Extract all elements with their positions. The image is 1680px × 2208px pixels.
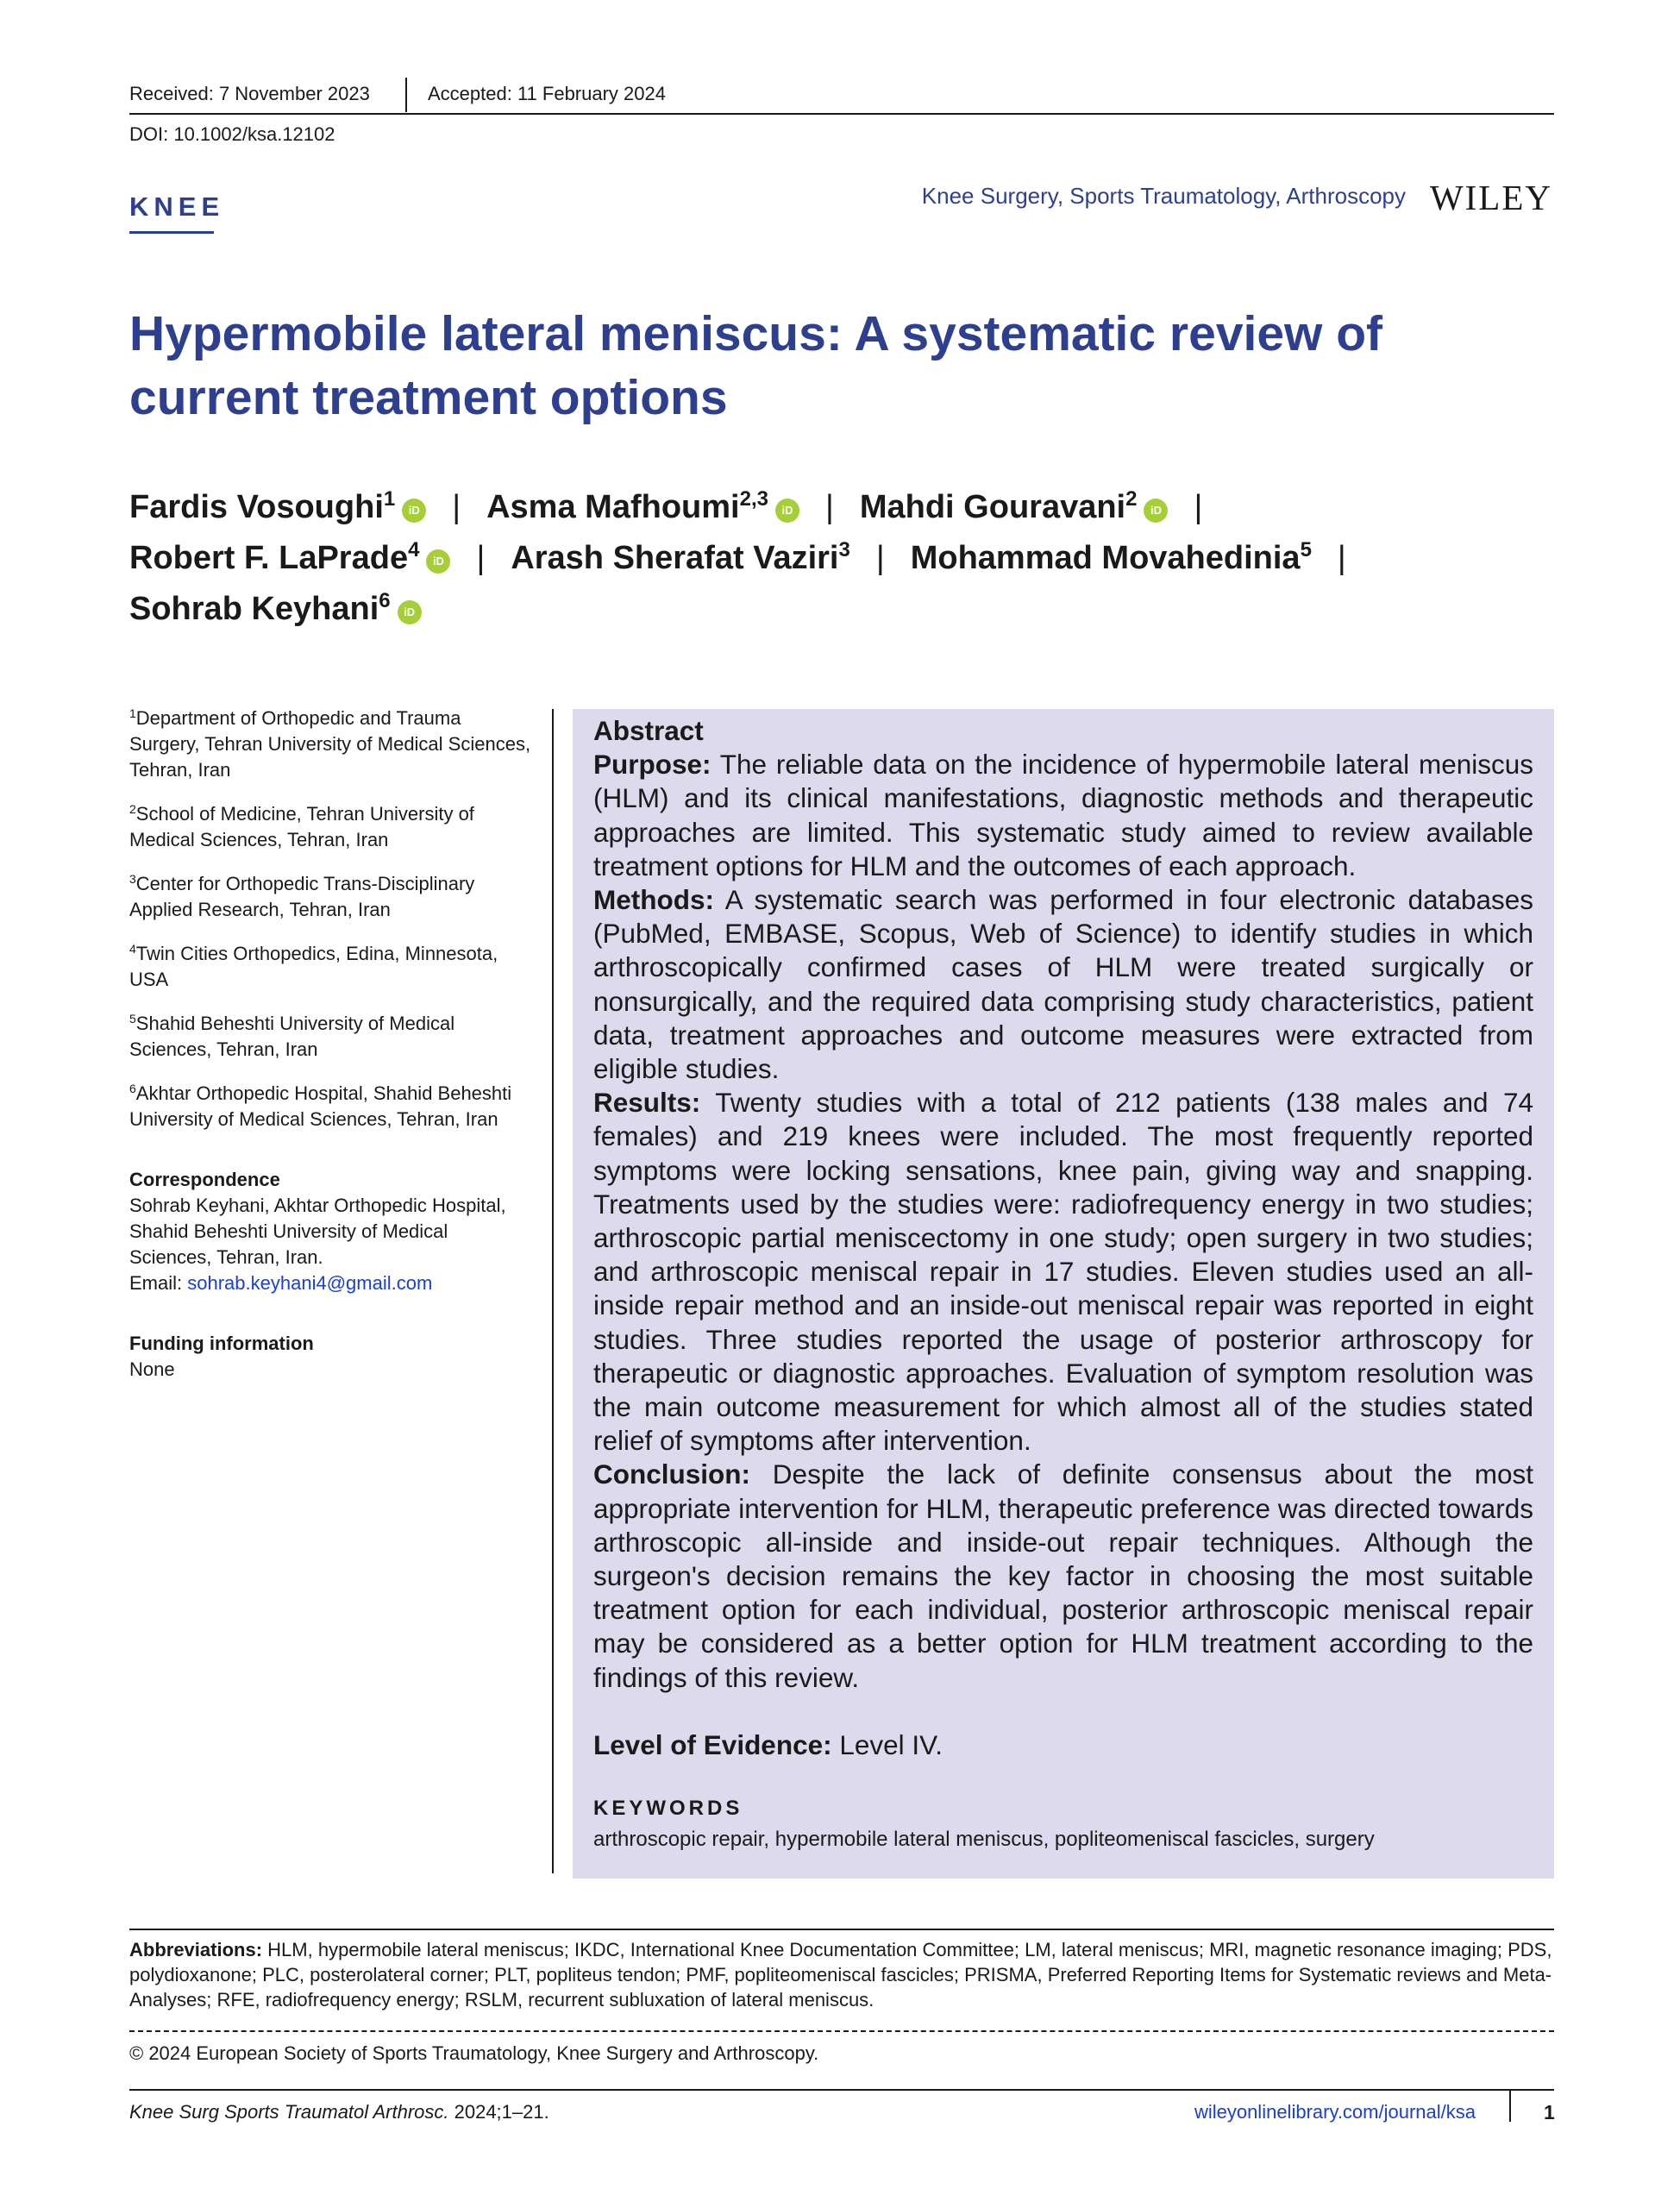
affiliation (129, 796, 535, 853)
level-label: Level of Evidence: (593, 1728, 832, 1760)
funding-text: None (129, 1358, 175, 1380)
author-name[interactable]: Sohrab Keyhani (129, 591, 379, 627)
dashed-rule (129, 2030, 1554, 2032)
level-of-evidence (593, 1728, 1533, 1762)
correspondence-text: Sohrab Keyhani, Akhtar Orthopedic Hospital, Shahid Beheshti University of Medical Sciences, Tehran, Iran. (129, 1195, 506, 1268)
header-divider (405, 78, 407, 112)
author-separator: | (1194, 489, 1203, 525)
author-affil-sup: 3 (838, 538, 850, 561)
author-line-3 (129, 589, 422, 628)
orcid-icon[interactable]: iD (775, 499, 799, 523)
affiliation (129, 700, 535, 783)
section-underline (129, 231, 214, 234)
author-affil-sup: 2,3 (739, 487, 768, 511)
journal-url-link[interactable]: wileyonlinelibrary.com/journal/ksa (1194, 2101, 1476, 2123)
citation-rest: 2024;1–21. (448, 2101, 549, 2123)
received-date: Received: 7 November 2023 (129, 83, 370, 104)
affiliation-text: Center for Orthopedic Trans-Disciplinary Applied Research, Tehran, Iran (129, 873, 475, 920)
author-separator: | (875, 540, 885, 576)
abstract-results (593, 1086, 1533, 1458)
author-name[interactable]: Fardis Vosoughi (129, 489, 384, 525)
author-affil-sup: 4 (408, 538, 420, 561)
affiliation (129, 1076, 535, 1132)
doi: DOI: 10.1002/ksa.12102 (129, 123, 335, 145)
email-label: Email: (129, 1272, 183, 1294)
author-affil-sup: 2 (1125, 487, 1138, 511)
affiliation-number: 2 (129, 802, 136, 816)
author-name[interactable]: Mohammad Movahedinia (910, 540, 1301, 576)
affiliation-number: 5 (129, 1012, 136, 1026)
section-tag: KNEE (129, 191, 225, 222)
author-name[interactable]: Asma Mafhoumi (486, 489, 740, 525)
affiliation-text: Twin Cities Orthopedics, Edina, Minnesota, USA (129, 943, 498, 990)
affiliation-number: 4 (129, 942, 136, 956)
affiliation-text: School of Medicine, Tehran University of Medical Sciences, Tehran, Iran (129, 803, 474, 850)
author-name[interactable]: Arash Sherafat Vaziri (511, 540, 839, 576)
orcid-icon[interactable]: iD (398, 600, 422, 624)
purpose-text: The reliable data on the incidence of hypermobile lateral meniscus (HLM) and its clinical manifestations, diagnostic methods and therapeutic approaches are limited. This systematic study aimed to review available treatment options for HLM and the outcomes of each approach. (593, 749, 1533, 881)
keywords-text: arthroscopic repair, hypermobile lateral meniscus, popliteomeniscal fascicles, surgery (593, 1828, 1375, 1852)
author-separator: | (452, 489, 461, 525)
affiliation-number: 6 (129, 1082, 136, 1095)
author-name[interactable]: Mahdi Gouravani (859, 489, 1126, 525)
header-rule (129, 113, 1554, 115)
affiliations-column (129, 700, 535, 1383)
affiliation (129, 1006, 535, 1063)
results-label: Results: (593, 1087, 701, 1119)
abstract-content (593, 714, 1533, 1855)
author-affil-sup: 1 (383, 487, 396, 511)
publisher-logo[interactable]: WILEY (1429, 178, 1552, 217)
footer-rule (129, 2089, 1554, 2091)
affiliation-text: Department of Orthopedic and Trauma Surgery, Tehran University of Medical Sciences, Tehran, Iran (129, 707, 531, 781)
keywords-heading: KEYWORDS (593, 1797, 743, 1821)
affiliation-number: 3 (129, 872, 136, 886)
conclusion-text: Despite the lack of definite consensus about the most appropriate intervention for HLM, therapeutic preference was directed towards arthroscopic all-inside and inside-out repair techniques. Although the surgeon's decision remains the key factor in choosing the most suitable treatment option for each individual, posterior arthroscopic meniscal repair may be considered as a better option for HLM treatment according to the findings of this review. (593, 1458, 1533, 1693)
abbreviations (129, 1937, 1554, 2012)
funding-heading: Funding information (129, 1333, 314, 1354)
article-title: Hypermobile lateral meniscus: A systematic review of current treatment options (129, 306, 1383, 425)
author-affil-sup: 6 (379, 589, 391, 612)
results-text: Twenty studies with a total of 212 patients (138 males and 74 females) and 219 knees were included. The most frequently reported symptoms were locking sensations, knee pain, giving way and snapping. Treatments used by the studies were: radiofrequency energy in two studies; arthroscopic partial meniscectomy in one study; open surgery in two studies; and arthroscopic meniscal repair in 17 studies. Eleven studies used an all-inside repair method and an inside-out meniscal repair was reported in eight studies. Three studies reported the usage of posterior arthroscopy for therapeutic or diagnostic approaches. Evaluation of symptom resolution was the main outcome measurement for which almost all of the studies stated relief of symptoms after intervention. (593, 1087, 1533, 1457)
conclusion-label: Conclusion: (593, 1458, 750, 1490)
correspondence-email-line (129, 1270, 535, 1296)
affiliation (129, 936, 535, 993)
abstract-purpose (593, 748, 1533, 883)
abbreviations-text: HLM, hypermobile lateral meniscus; IKDC, International Knee Documentation Committee; LM, lateral meniscus; MRI, magnetic resonance imaging; PDS, polydioxanone; PLC, posterolateral corner; PLT, popliteus tendon; PMF, popliteomeniscal fascicles; PRISMA, Preferred Reporting Items for Systematic reviews and Meta-Analyses; RFE, radiofrequency energy; RSLM, recurrent subluxation of lateral meniscus. (129, 1939, 1552, 2010)
purpose-label: Purpose: (593, 749, 711, 781)
citation-journal: Knee Surg Sports Traumatol Arthrosc. (129, 2101, 449, 2123)
author-name[interactable]: Robert F. LaPrade (129, 540, 409, 576)
orcid-icon[interactable]: iD (426, 549, 450, 574)
methods-label: Methods: (593, 884, 714, 916)
orcid-icon[interactable]: iD (402, 499, 426, 523)
abbreviations-rule (129, 1929, 1554, 1930)
level-text: Level IV. (839, 1728, 943, 1760)
accepted-date: Accepted: 11 February 2024 (428, 83, 666, 104)
journal-name[interactable]: Knee Surgery, Sports Traumatology, Arthroscopy (921, 183, 1406, 209)
abbreviations-label: Abbreviations: (129, 1939, 263, 1960)
correspondence-heading: Correspondence (129, 1169, 280, 1190)
author-affil-sup: 5 (1300, 538, 1312, 561)
author-line-2 (129, 538, 1372, 577)
abstract-methods (593, 883, 1533, 1086)
orcid-icon[interactable]: iD (1144, 499, 1168, 523)
email-link[interactable]: sohrab.keyhani4@gmail.com (187, 1272, 433, 1294)
affiliation-text: Shahid Beheshti University of Medical Sciences, Tehran, Iran (129, 1013, 455, 1060)
abstract-heading: Abstract (593, 715, 704, 746)
copyright: © 2024 European Society of Sports Traumatology, Knee Surgery and Arthroscopy. (129, 2042, 819, 2064)
footer-citation (129, 2101, 549, 2123)
methods-text: A systematic search was performed in four electronic databases (PubMed, EMBASE, Scopus, Web of Science) to identify studies in which arthroscopically confirmed cases of HLM were treated surgically or nonsurgically, and the required data comprising study characteristics, patient data, treatment approaches and outcome measures were extracted from eligible studies. (593, 884, 1534, 1085)
column-divider (552, 709, 554, 1873)
author-separator: | (824, 489, 834, 525)
author-separator: | (476, 540, 486, 576)
footer-divider (1509, 2091, 1511, 2122)
affiliation-number: 1 (129, 706, 136, 720)
page-number: 1 (1544, 2101, 1555, 2123)
author-line-1 (129, 487, 1228, 526)
author-separator: | (1337, 540, 1346, 576)
affiliation (129, 866, 535, 923)
abstract-conclusion (593, 1458, 1533, 1694)
affiliation-text: Akhtar Orthopedic Hospital, Shahid Beheshti University of Medical Sciences, Tehran, Iran (129, 1082, 512, 1130)
